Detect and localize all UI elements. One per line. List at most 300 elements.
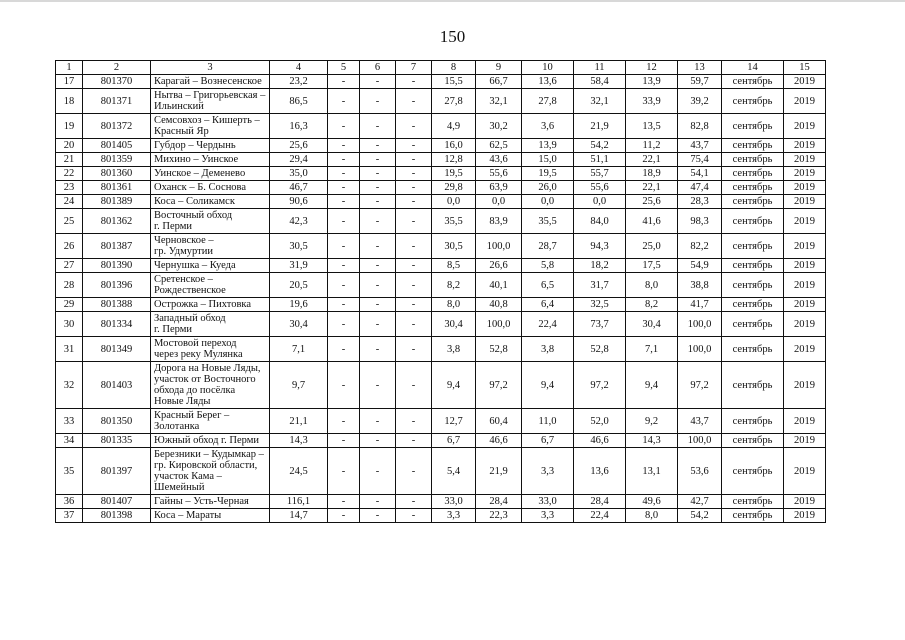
col6-value: - <box>360 509 396 523</box>
table-header-row <box>56 61 826 75</box>
col7-value: - <box>396 75 432 89</box>
road-name-line: Семсовхоз – Кишерть – <box>154 115 260 126</box>
col5-value: - <box>328 362 360 409</box>
road-name-line: Березники – Кудымкар – <box>154 449 264 460</box>
column-header: 15 <box>784 61 826 75</box>
col6-value: - <box>360 89 396 114</box>
col11-value: 55,6 <box>574 181 626 195</box>
year-value: 2019 <box>784 181 826 195</box>
month-value: сентябрь <box>722 273 784 298</box>
row-number: 25 <box>56 209 83 234</box>
col7-value: - <box>396 195 432 209</box>
col11-value: 28,4 <box>574 495 626 509</box>
year-value: 2019 <box>784 337 826 362</box>
col7-value: - <box>396 362 432 409</box>
road-name-line: Восточный обход <box>154 210 233 221</box>
col11-value: 94,3 <box>574 234 626 259</box>
road-name <box>151 273 270 298</box>
column-header: 5 <box>328 61 360 75</box>
col10-value: 13,6 <box>522 75 574 89</box>
col8-value: 4,9 <box>432 114 476 139</box>
road-code: 801389 <box>83 195 151 209</box>
col8-value: 6,7 <box>432 434 476 448</box>
road-name-line: Черновское – <box>154 235 214 246</box>
road-name-line: Оханск – Б. Соснова <box>154 182 247 193</box>
col13-value: 82,8 <box>678 114 722 139</box>
road-code: 801360 <box>83 167 151 181</box>
road-code: 801350 <box>83 409 151 434</box>
col11-value: 21,9 <box>574 114 626 139</box>
col8-value: 3,8 <box>432 337 476 362</box>
col11-value: 52,0 <box>574 409 626 434</box>
road-name <box>151 181 270 195</box>
length-value: 14,7 <box>270 509 328 523</box>
road-name-line: г. Перми <box>154 221 192 232</box>
col8-value: 30,4 <box>432 312 476 337</box>
table-row <box>56 495 826 509</box>
col10-value: 6,7 <box>522 434 574 448</box>
road-name-line: Уинское – Деменево <box>154 168 246 179</box>
road-name-line: гр. Кировской области, <box>154 460 258 471</box>
col13-value: 42,7 <box>678 495 722 509</box>
table-row <box>56 434 826 448</box>
row-number: 33 <box>56 409 83 434</box>
road-name-line: Коса – Мараты <box>154 510 222 521</box>
col10-value: 27,8 <box>522 89 574 114</box>
year-value: 2019 <box>784 195 826 209</box>
col5-value: - <box>328 409 360 434</box>
month-value: сентябрь <box>722 195 784 209</box>
col7-value: - <box>396 181 432 195</box>
table-row <box>56 181 826 195</box>
year-value: 2019 <box>784 259 826 273</box>
col5-value: - <box>328 434 360 448</box>
col10-value: 5,8 <box>522 259 574 273</box>
row-number: 24 <box>56 195 83 209</box>
month-value: сентябрь <box>722 298 784 312</box>
column-header: 11 <box>574 61 626 75</box>
page-number: 150 <box>439 27 466 46</box>
column-header: 8 <box>432 61 476 75</box>
col5-value: - <box>328 298 360 312</box>
col9-value: 21,9 <box>476 448 522 495</box>
month-value: сентябрь <box>722 167 784 181</box>
road-code: 801398 <box>83 509 151 523</box>
col10-value: 3,3 <box>522 509 574 523</box>
col9-value: 83,9 <box>476 209 522 234</box>
col7-value: - <box>396 409 432 434</box>
col12-value: 17,5 <box>626 259 678 273</box>
col5-value: - <box>328 273 360 298</box>
col8-value: 35,5 <box>432 209 476 234</box>
col6-value: - <box>360 153 396 167</box>
length-value: 86,5 <box>270 89 328 114</box>
row-number: 35 <box>56 448 83 495</box>
table-row <box>56 312 826 337</box>
col12-value: 22,1 <box>626 181 678 195</box>
month-value: сентябрь <box>722 312 784 337</box>
length-value: 19,6 <box>270 298 328 312</box>
col10-value: 22,4 <box>522 312 574 337</box>
month-value: сентябрь <box>722 434 784 448</box>
col7-value: - <box>396 259 432 273</box>
row-number: 36 <box>56 495 83 509</box>
column-header: 2 <box>83 61 151 75</box>
month-value: сентябрь <box>722 448 784 495</box>
col13-value: 59,7 <box>678 75 722 89</box>
col10-value: 28,7 <box>522 234 574 259</box>
col10-value: 3,8 <box>522 337 574 362</box>
col13-value: 82,2 <box>678 234 722 259</box>
col13-value: 100,0 <box>678 337 722 362</box>
col10-value: 3,6 <box>522 114 574 139</box>
col12-value: 30,4 <box>626 312 678 337</box>
road-name <box>151 259 270 273</box>
col9-value: 55,6 <box>476 167 522 181</box>
table-row <box>56 337 826 362</box>
col8-value: 15,5 <box>432 75 476 89</box>
col6-value: - <box>360 167 396 181</box>
col6-value: - <box>360 209 396 234</box>
col5-value: - <box>328 209 360 234</box>
col7-value: - <box>396 209 432 234</box>
col8-value: 3,3 <box>432 509 476 523</box>
col10-value: 13,9 <box>522 139 574 153</box>
road-name-line: через реку Мулянка <box>154 349 243 360</box>
col7-value: - <box>396 89 432 114</box>
col8-value: 5,4 <box>432 448 476 495</box>
road-name-line: Коса – Соликамск <box>154 196 235 207</box>
road-code: 801388 <box>83 298 151 312</box>
month-value: сентябрь <box>722 139 784 153</box>
road-code: 801335 <box>83 434 151 448</box>
road-code: 801362 <box>83 209 151 234</box>
col12-value: 8,0 <box>626 273 678 298</box>
col12-value: 13,1 <box>626 448 678 495</box>
row-number: 34 <box>56 434 83 448</box>
row-number: 28 <box>56 273 83 298</box>
col8-value: 8,5 <box>432 259 476 273</box>
column-header: 3 <box>151 61 270 75</box>
month-value: сентябрь <box>722 181 784 195</box>
col8-value: 12,7 <box>432 409 476 434</box>
year-value: 2019 <box>784 298 826 312</box>
col7-value: - <box>396 273 432 298</box>
col11-value: 97,2 <box>574 362 626 409</box>
year-value: 2019 <box>784 209 826 234</box>
col5-value: - <box>328 167 360 181</box>
table-row <box>56 448 826 495</box>
col13-value: 100,0 <box>678 312 722 337</box>
year-value: 2019 <box>784 153 826 167</box>
table-row <box>56 89 826 114</box>
col12-value: 9,4 <box>626 362 678 409</box>
col11-value: 0,0 <box>574 195 626 209</box>
road-name-line: Дорога на Новые Ляды, <box>154 363 261 374</box>
col12-value: 33,9 <box>626 89 678 114</box>
row-number: 37 <box>56 509 83 523</box>
road-code: 801371 <box>83 89 151 114</box>
col8-value: 19,5 <box>432 167 476 181</box>
col13-value: 43,7 <box>678 139 722 153</box>
col9-value: 43,6 <box>476 153 522 167</box>
row-number: 22 <box>56 167 83 181</box>
month-value: сентябрь <box>722 234 784 259</box>
road-code: 801397 <box>83 448 151 495</box>
col12-value: 22,1 <box>626 153 678 167</box>
road-name <box>151 153 270 167</box>
row-number: 32 <box>56 362 83 409</box>
col8-value: 29,8 <box>432 181 476 195</box>
road-name-line: Ильинский <box>154 101 204 112</box>
column-header: 9 <box>476 61 522 75</box>
road-code: 801370 <box>83 75 151 89</box>
col7-value: - <box>396 234 432 259</box>
road-name <box>151 89 270 114</box>
length-value: 9,7 <box>270 362 328 409</box>
col9-value: 28,4 <box>476 495 522 509</box>
road-name <box>151 337 270 362</box>
road-name <box>151 139 270 153</box>
road-name <box>151 409 270 434</box>
col8-value: 16,0 <box>432 139 476 153</box>
col7-value: - <box>396 167 432 181</box>
road-name <box>151 312 270 337</box>
col8-value: 9,4 <box>432 362 476 409</box>
table-row <box>56 114 826 139</box>
col12-value: 13,9 <box>626 75 678 89</box>
col10-value: 33,0 <box>522 495 574 509</box>
col11-value: 32,1 <box>574 89 626 114</box>
col6-value: - <box>360 181 396 195</box>
col13-value: 54,9 <box>678 259 722 273</box>
col5-value: - <box>328 448 360 495</box>
month-value: сентябрь <box>722 75 784 89</box>
road-name-line: Рождественское <box>154 285 226 296</box>
road-name-line: Губдор – Чердынь <box>154 140 236 151</box>
year-value: 2019 <box>784 434 826 448</box>
row-number: 23 <box>56 181 83 195</box>
table-row <box>56 195 826 209</box>
road-name-line: Новые Ляды <box>154 396 211 407</box>
col5-value: - <box>328 312 360 337</box>
col6-value: - <box>360 114 396 139</box>
col7-value: - <box>396 509 432 523</box>
row-number: 29 <box>56 298 83 312</box>
col8-value: 30,5 <box>432 234 476 259</box>
table-row <box>56 75 826 89</box>
month-value: сентябрь <box>722 495 784 509</box>
col12-value: 11,2 <box>626 139 678 153</box>
table-row <box>56 509 826 523</box>
col10-value: 26,0 <box>522 181 574 195</box>
col11-value: 73,7 <box>574 312 626 337</box>
length-value: 30,5 <box>270 234 328 259</box>
col7-value: - <box>396 312 432 337</box>
col6-value: - <box>360 495 396 509</box>
road-name <box>151 114 270 139</box>
road-name-line: Красный Яр <box>154 126 209 137</box>
col10-value: 11,0 <box>522 409 574 434</box>
length-value: 116,1 <box>270 495 328 509</box>
road-name-line: обхода до посёлка <box>154 385 236 396</box>
col13-value: 75,4 <box>678 153 722 167</box>
col11-value: 84,0 <box>574 209 626 234</box>
col13-value: 54,1 <box>678 167 722 181</box>
col12-value: 7,1 <box>626 337 678 362</box>
col5-value: - <box>328 337 360 362</box>
road-name-line: Южный обход г. Перми <box>154 435 260 446</box>
month-value: сентябрь <box>722 509 784 523</box>
col13-value: 41,7 <box>678 298 722 312</box>
col13-value: 97,2 <box>678 362 722 409</box>
col7-value: - <box>396 153 432 167</box>
column-header: 14 <box>722 61 784 75</box>
col10-value: 6,5 <box>522 273 574 298</box>
col11-value: 51,1 <box>574 153 626 167</box>
table-row <box>56 273 826 298</box>
month-value: сентябрь <box>722 259 784 273</box>
col6-value: - <box>360 298 396 312</box>
length-value: 90,6 <box>270 195 328 209</box>
row-number: 20 <box>56 139 83 153</box>
road-name-line: Золотанка <box>154 421 200 432</box>
road-name-line: Гайны – Усть-Черная <box>154 496 249 507</box>
col8-value: 8,0 <box>432 298 476 312</box>
col11-value: 18,2 <box>574 259 626 273</box>
col10-value: 15,0 <box>522 153 574 167</box>
month-value: сентябрь <box>722 114 784 139</box>
table-row <box>56 409 826 434</box>
col8-value: 8,2 <box>432 273 476 298</box>
month-value: сентябрь <box>722 89 784 114</box>
col7-value: - <box>396 448 432 495</box>
road-code: 801361 <box>83 181 151 195</box>
col5-value: - <box>328 495 360 509</box>
col5-value: - <box>328 234 360 259</box>
col5-value: - <box>328 75 360 89</box>
row-number: 26 <box>56 234 83 259</box>
road-name <box>151 509 270 523</box>
col9-value: 60,4 <box>476 409 522 434</box>
road-name-line: Сретенское – <box>154 274 213 285</box>
col9-value: 52,8 <box>476 337 522 362</box>
length-value: 21,1 <box>270 409 328 434</box>
length-value: 31,9 <box>270 259 328 273</box>
column-header: 12 <box>626 61 678 75</box>
road-name-line: Шемейный <box>154 482 205 493</box>
col9-value: 40,1 <box>476 273 522 298</box>
road-name-line: Острожка – Пихтовка <box>154 299 252 310</box>
month-value: сентябрь <box>722 362 784 409</box>
row-number: 18 <box>56 89 83 114</box>
table-row <box>56 259 826 273</box>
month-value: сентябрь <box>722 337 784 362</box>
col7-value: - <box>396 298 432 312</box>
road-code: 801334 <box>83 312 151 337</box>
row-number: 21 <box>56 153 83 167</box>
col10-value: 0,0 <box>522 195 574 209</box>
road-code: 801403 <box>83 362 151 409</box>
col10-value: 19,5 <box>522 167 574 181</box>
table-body <box>56 75 826 523</box>
road-code: 801372 <box>83 114 151 139</box>
col5-value: - <box>328 89 360 114</box>
column-header: 1 <box>56 61 83 75</box>
road-name <box>151 434 270 448</box>
road-code: 801349 <box>83 337 151 362</box>
table-row <box>56 139 826 153</box>
month-value: сентябрь <box>722 409 784 434</box>
col6-value: - <box>360 434 396 448</box>
col13-value: 39,2 <box>678 89 722 114</box>
row-number: 17 <box>56 75 83 89</box>
col11-value: 22,4 <box>574 509 626 523</box>
col11-value: 54,2 <box>574 139 626 153</box>
year-value: 2019 <box>784 448 826 495</box>
col6-value: - <box>360 234 396 259</box>
road-name <box>151 448 270 495</box>
col9-value: 66,7 <box>476 75 522 89</box>
road-code: 801407 <box>83 495 151 509</box>
col10-value: 6,4 <box>522 298 574 312</box>
col6-value: - <box>360 195 396 209</box>
col6-value: - <box>360 337 396 362</box>
length-value: 14,3 <box>270 434 328 448</box>
col9-value: 30,2 <box>476 114 522 139</box>
road-name <box>151 167 270 181</box>
col6-value: - <box>360 273 396 298</box>
col8-value: 0,0 <box>432 195 476 209</box>
road-name-line: г. Перми <box>154 324 192 335</box>
year-value: 2019 <box>784 89 826 114</box>
road-name <box>151 209 270 234</box>
road-name-line: Михино – Уинское <box>154 154 239 165</box>
year-value: 2019 <box>784 273 826 298</box>
year-value: 2019 <box>784 234 826 259</box>
row-number: 30 <box>56 312 83 337</box>
length-value: 16,3 <box>270 114 328 139</box>
col12-value: 13,5 <box>626 114 678 139</box>
column-header: 6 <box>360 61 396 75</box>
length-value: 7,1 <box>270 337 328 362</box>
col8-value: 12,8 <box>432 153 476 167</box>
col12-value: 25,0 <box>626 234 678 259</box>
road-name-line: участок Кама – <box>154 471 222 482</box>
road-code: 801387 <box>83 234 151 259</box>
col11-value: 58,4 <box>574 75 626 89</box>
col7-value: - <box>396 114 432 139</box>
road-name <box>151 234 270 259</box>
col12-value: 8,0 <box>626 509 678 523</box>
col10-value: 35,5 <box>522 209 574 234</box>
table-row <box>56 209 826 234</box>
col6-value: - <box>360 362 396 409</box>
col5-value: - <box>328 114 360 139</box>
col9-value: 97,2 <box>476 362 522 409</box>
col10-value: 9,4 <box>522 362 574 409</box>
col6-value: - <box>360 409 396 434</box>
col12-value: 18,9 <box>626 167 678 181</box>
col11-value: 46,6 <box>574 434 626 448</box>
col5-value: - <box>328 259 360 273</box>
column-header: 7 <box>396 61 432 75</box>
length-value: 42,3 <box>270 209 328 234</box>
road-code: 801359 <box>83 153 151 167</box>
col9-value: 40,8 <box>476 298 522 312</box>
length-value: 20,5 <box>270 273 328 298</box>
length-value: 25,6 <box>270 139 328 153</box>
